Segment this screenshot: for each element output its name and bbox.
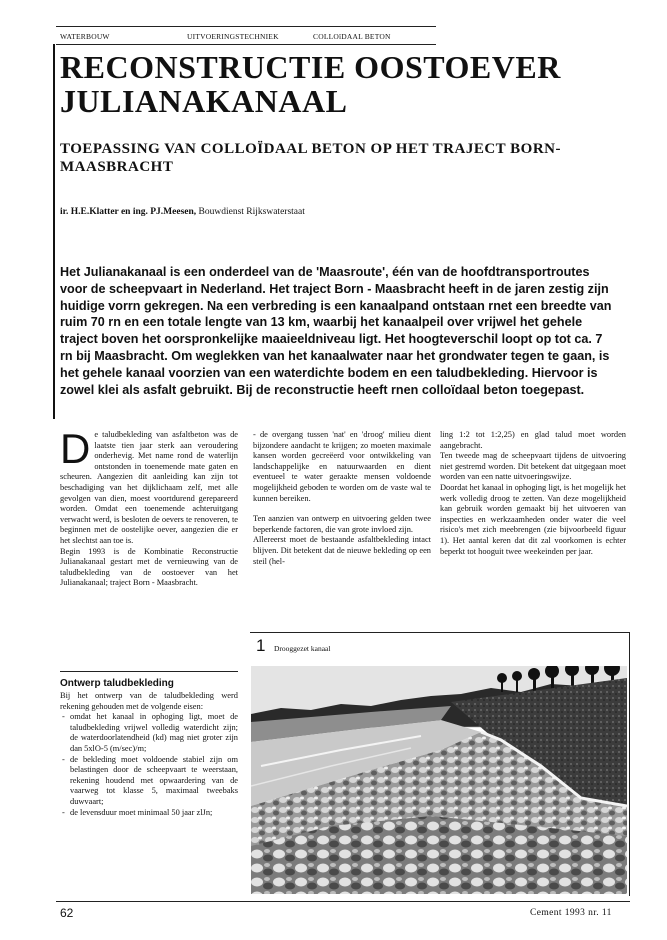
footer-rule [56, 901, 630, 902]
body-column-1 [60, 425, 238, 589]
body-paragraph-7: ling 1:2 tot 1:2,25) en glad talud moet worden aangebracht. [440, 430, 626, 450]
author-names: ir. H.E.Klatter en ing. PJ.Meesen, [60, 207, 197, 217]
requirements-list [60, 712, 238, 818]
column-divider-rule [60, 671, 238, 672]
body-paragraph-8: Ten tweede mag de scheepvaart tijdens de uitvoering niet gestremd worden. Dit betekent dat uitgegaan moet worden van een natte uitvoeringswijze. [440, 451, 626, 482]
body-paragraph-9: Doordat het kanaal in ophoging ligt, is het mogelijk het werk volledig droog te zetten. Van deze mogelijkheid kan gebruik worden gemaakt bij het uitvoeren van inspecties en werkzaamheden onder water die veel risico's met zich meebrengen (zie bijvoorbeeld figuur 1). Het aantal keren dat dit zal voorkomen is echter beperkt tot hooguit twee weekeinden per jaar. [440, 482, 626, 556]
journal-issue: Cement 1993 nr. 11 [530, 908, 612, 918]
header-bottom-rule [56, 44, 436, 45]
body-column-2 [253, 430, 431, 567]
drop-cap: D [60, 425, 91, 472]
article-title: RECONSTRUCTIE OOSTOEVER JULIANAKANAAL [60, 49, 561, 119]
section-label-uitvoeringstechniek: UITVOERINGSTECHNIEK [187, 32, 279, 41]
section-heading: Ontwerp taludbekleding [60, 678, 174, 689]
list-item: - de levensduur moet minimaal 50 jaar zlJn; [60, 808, 238, 819]
left-margin-rule [53, 44, 55, 419]
section-label-colloidaal-beton: COLLOïDAAL BETON [313, 32, 391, 41]
figure-top-rule [250, 632, 630, 633]
body-paragraph-3: Bij het ontwerp van de taludbekleding werd rekening gehouden met de volgende eisen: [60, 691, 238, 711]
body-paragraph-1: e taludbekleding van asfaltbeton was de laatste tien jaar sterk aan veroudering onderhevig. Met name rond de waterlijn ontstonden in toenemende mate gaten en scheuren. Aangezien dit aanleiding kan zijn tot beschadiging van het dijklichaam zelf, met alle gevolgen van dien, moest voortdurend gerepareerd worden. Omdat een toenemende achteruitgang verwacht werd, is besloten de oevers te renoveren, te beginnen met de oostelijke oever, aangezien die er het slechtst aan toe is. [60, 430, 238, 545]
header-top-rule [56, 26, 436, 27]
page-number: 62 [60, 906, 74, 920]
figure-number: 1 [256, 636, 266, 655]
body-paragraph-2: Begin 1993 is de Kombinatie Reconstructie Julianakanaal gestart met de vernieuwing van de taludbekleding van de oostoever van het Julianakanaal; traject Born - Maasbracht. [60, 546, 238, 588]
drained-canal-photo [251, 666, 627, 894]
body-paragraph-6: Allereerst moet de bestaande asfaltbekleding intact blijven. Dit betekent dat de nieuwe bekleding op een steil (hel- [253, 535, 431, 566]
figure-right-rule [629, 632, 630, 896]
body-column-1-continued [60, 691, 238, 818]
author-affiliation: Bouwdienst Rijkswaterstaat [198, 207, 305, 217]
figure-caption: Drooggezet kanaal [274, 644, 331, 653]
article-subtitle: TOEPASSING VAN COLLOÏDAAL BETON OP HET TRAJECT BORN-MAASBRACHT [60, 141, 561, 175]
body-paragraph-5: Ten aanzien van ontwerp en uitvoering gelden twee beperkende factoren, die van grote invloed zijn. [253, 514, 431, 534]
body-column-3 [440, 430, 626, 557]
section-label-waterbouw: WATERBOUW [60, 32, 110, 41]
byline [60, 207, 305, 217]
list-item: - omdat het kanaal in ophoging ligt, moet de taludbekleding vrijwel volledig waterdicht zijn; de waterdoorlatendheid (kd) mag niet groter zijn dan 5xlO-5 (m/sec)/m; [60, 712, 238, 754]
intro-paragraph: Het Julianakanaal is een onderdeel van de 'Maasroute', één van de hoofdtransportroutes voor de scheepvaart in Nederland. Het traject Born - Maasbracht heeft in de jaren zestig zijn huidige vorrn gekregen. Na een verbreding is een kanaalpand ontstaan rnet een breedte van ruim 70 rn en een totale lengte van 13 km, waarbij het kanaalpeil over vrijwel het gehele traject boven het oorspronkelijke maaieeldniveau ligt. Het hoogteverschil loopt op tot ca. 7 rn bij Maasbracht. Om weglekken van het kanaalwater naar het grondwater tegen te gaan, is het gehele kanaal voorzien van een waterdichte bodem en een taludbekleding. Hiervoor is zowel klei als asfalt gebruikt. Bij de reconstructie heeft rnen colloïdaal beton toegepast. [60, 265, 612, 397]
list-item: - de bekleding moet voldoende stabiel zijn om belastingen door de scheepvaart te weerstaan, rekening houdend met opwaardering van de vaarweg tot klasse 5, maximaal tweebaks duwvaart; [60, 755, 238, 808]
body-paragraph-4: - de overgang tussen 'nat' en 'droog' milieu dient bijzondere aandacht te krijgen; zo moeten maximale kansen worden gecreëerd voor ontwikkeling van landschappelijke en natuurwaarden en dient eventueel te water geraakte mensen voldoende mogelijkheid geboden te worden om de vaste wal te kunnen bereiken. [253, 430, 431, 503]
